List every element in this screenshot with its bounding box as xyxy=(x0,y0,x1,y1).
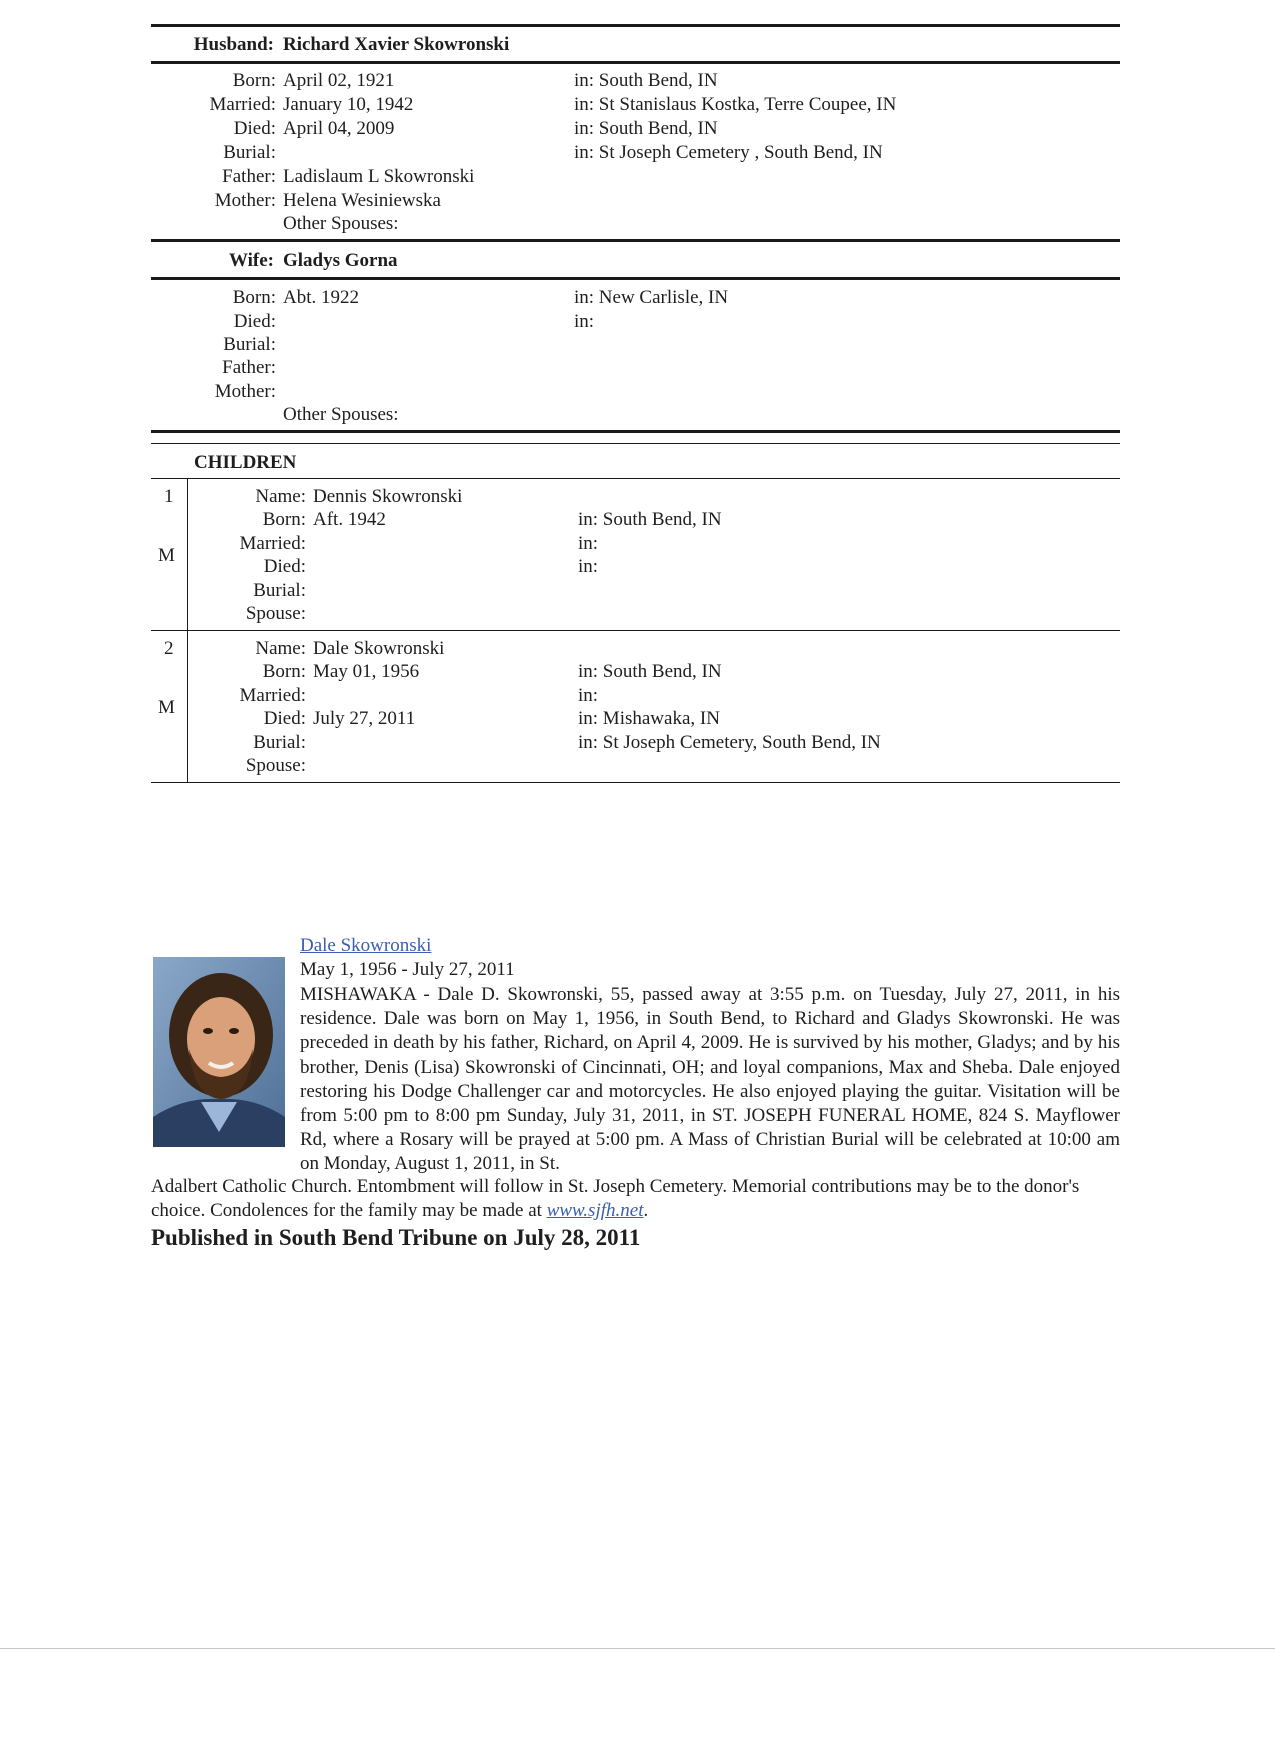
children-bottom-rule xyxy=(151,782,1120,783)
wife-died-label: Died: xyxy=(233,311,276,332)
child-1-spouse-label: Spouse: xyxy=(245,603,306,624)
section-rule xyxy=(151,61,1120,64)
child-1-born-label: Born: xyxy=(262,509,306,530)
child-1-born-value: Aft. 1942 xyxy=(313,509,386,530)
husband-died-place: in: South Bend, IN xyxy=(574,118,718,139)
husband-burial-label: Burial: xyxy=(223,142,276,163)
child-2-name-label: Name: xyxy=(255,638,306,659)
husband-mother-label: Mother: xyxy=(214,190,276,211)
children-header-rule xyxy=(151,478,1120,479)
section-rule xyxy=(151,443,1120,444)
child-2-sex: M xyxy=(158,697,175,718)
husband-father-label: Father: xyxy=(222,166,276,187)
husband-born-label: Born: xyxy=(232,70,276,91)
child-2-burial-place: in: St Joseph Cemetery, South Bend, IN xyxy=(578,732,881,753)
child-1-died-label: Died: xyxy=(263,556,306,577)
child-1-name-value: Dennis Skowronski xyxy=(313,486,463,507)
husband-father-value: Ladislaum L Skowronski xyxy=(283,166,475,187)
wife-died-place: in: xyxy=(574,311,595,332)
section-rule xyxy=(151,239,1120,242)
wife-name: Gladys Gorna xyxy=(283,250,398,271)
wife-other-spouses: Other Spouses: xyxy=(283,404,399,425)
child-2-name-value: Dale Skowronski xyxy=(313,638,445,659)
obituary-dates: May 1, 1956 - July 27, 2011 xyxy=(300,959,515,980)
husband-married-place: in: St Stanislaus Kostka, Terre Coupee, IN xyxy=(574,94,897,115)
husband-other-spouses: Other Spouses: xyxy=(283,213,399,234)
obituary-website-link[interactable]: www.sjfh.net xyxy=(546,1200,644,1222)
obituary-trailing-period: . xyxy=(643,1200,649,1222)
wife-born-value: Abt. 1922 xyxy=(283,287,359,308)
husband-header-label: Husband: xyxy=(193,34,274,55)
child-2-spouse-label: Spouse: xyxy=(245,755,306,776)
child-1-died-place: in: xyxy=(578,556,599,577)
wife-header-label: Wife: xyxy=(228,250,274,271)
section-rule xyxy=(151,430,1120,433)
child-2-married-label: Married: xyxy=(239,685,306,706)
wife-father-label: Father: xyxy=(222,357,276,378)
husband-born-value: April 02, 1921 xyxy=(283,70,395,91)
husband-born-place: in: South Bend, IN xyxy=(574,70,718,91)
obituary-text-continued: Adalbert Catholic Church. Entombment will follow in St. Joseph Cemetery. Memorial contributions may be to the donor's choice. Condolences for the family may be made at xyxy=(151,1176,1080,1222)
husband-burial-place: in: St Joseph Cemetery , South Bend, IN xyxy=(574,142,883,163)
child-1-burial-label: Burial: xyxy=(253,580,306,601)
husband-married-value: January 10, 1942 xyxy=(283,94,414,115)
obituary-text-indented: MISHAWAKA - Dale D. Skowronski, 55, passed away at 3:55 p.m. on Tuesday, July 27, 2011, in his residence. Dale was born on May 1, 1956, in South Bend, to Richard and Gladys Skowronski. He was preceded in death by his father, Richard, on April 4, 2009. He is survived by his mother, Gladys; and by his brother, Denis (Lisa) Skowronski of Cincinnati, OH; and loyal companions, Max and Sheba. Dale enjoyed restoring his Dodge Challenger car and motorcycles. He also enjoyed playing the guitar. Visitation will be from 5:00 pm to 8:00 pm Sunday, July 31, 2011, in ST. JOSEPH FUNERAL HOME, 824 S. Mayflower Rd, where a Rosary will be prayed at 5:00 pm. A Mass of Christian Burial will be celebrated at 10:00 am on Monday, August 1, 2011, in St. xyxy=(300,984,1120,1175)
obituary-text-full xyxy=(151,1175,1121,1223)
obituary-published-line: Published in South Bend Tribune on July 28, 2011 xyxy=(151,1225,641,1250)
child-1-number: 1 xyxy=(164,486,174,507)
wife-born-label: Born: xyxy=(232,287,276,308)
child-2-died-place: in: Mishawaka, IN xyxy=(578,708,720,729)
child-divider-rule xyxy=(151,630,1120,631)
husband-mother-value: Helena Wesiniewska xyxy=(283,190,441,211)
child-2-burial-label: Burial: xyxy=(253,732,306,753)
husband-name: Richard Xavier Skowronski xyxy=(283,34,510,55)
child-1-sex: M xyxy=(158,545,175,566)
child-2-died-value: July 27, 2011 xyxy=(313,708,416,729)
child-1-name-label: Name: xyxy=(255,486,306,507)
section-rule xyxy=(151,24,1120,27)
child-1-born-place: in: South Bend, IN xyxy=(578,509,722,530)
child-2-married-place: in: xyxy=(578,685,599,706)
wife-burial-label: Burial: xyxy=(223,334,276,355)
husband-died-value: April 04, 2009 xyxy=(283,118,395,139)
wife-born-place: in: New Carlisle, IN xyxy=(574,287,729,308)
child-2-born-label: Born: xyxy=(262,661,306,682)
obituary-name-link[interactable]: Dale Skowronski xyxy=(300,935,432,956)
child-1-married-place: in: xyxy=(578,533,599,554)
child-2-born-value: May 01, 1956 xyxy=(313,661,420,682)
child-2-born-place: in: South Bend, IN xyxy=(578,661,722,682)
husband-married-label: Married: xyxy=(209,94,276,115)
wife-mother-label: Mother: xyxy=(214,381,276,402)
obituary-portrait-photo xyxy=(153,957,285,1147)
child-1-married-label: Married: xyxy=(239,533,306,554)
child-2-number: 2 xyxy=(164,638,174,659)
section-rule xyxy=(151,277,1120,280)
husband-died-label: Died: xyxy=(233,118,276,139)
children-header: CHILDREN xyxy=(194,452,297,473)
scan-edge-line xyxy=(0,1648,1275,1649)
child-2-died-label: Died: xyxy=(263,708,306,729)
